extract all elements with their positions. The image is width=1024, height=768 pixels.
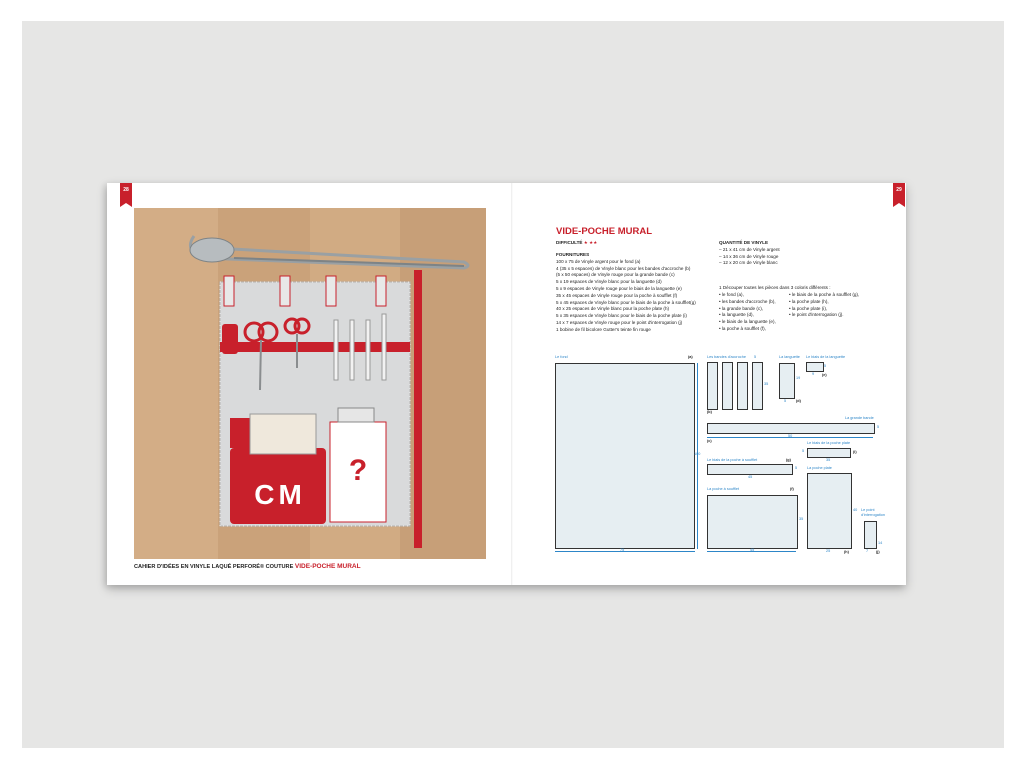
label-le-fond: Le fond bbox=[555, 355, 568, 359]
cutting-item: • le point d'interrogation (j). bbox=[789, 312, 844, 318]
cutting-item: • la poche à soufflet (f), bbox=[719, 325, 766, 331]
label-languette: La languette bbox=[779, 355, 800, 359]
piece-bande-2 bbox=[722, 362, 733, 410]
piece-biais-soufflet bbox=[707, 464, 793, 475]
supply-item: 5 x 35 espaces de Vinyle blanc pour le biais de la poche plate (i) bbox=[556, 313, 687, 319]
dim-b-width: 5 bbox=[754, 355, 757, 359]
piece-bande-3 bbox=[737, 362, 748, 410]
label-point-interrogation: Le point d'interrogation bbox=[861, 508, 885, 517]
dim-g-width: 45 bbox=[748, 475, 753, 479]
dim-g-height: 5 bbox=[795, 466, 798, 470]
svg-text:?: ? bbox=[348, 454, 368, 487]
cutting-item: • la poche plate (h), bbox=[789, 298, 829, 304]
label-poche-plate: La poche plate bbox=[807, 466, 832, 470]
cutting-list-col1 bbox=[719, 292, 776, 333]
tag-f: (f) bbox=[790, 487, 794, 491]
supply-item: 35 x 45 espaces de Vinyle rouge pour la poche à soufflet (f) bbox=[556, 292, 678, 298]
label-biais-languette: Le biais de la languette bbox=[806, 355, 846, 359]
cutting-item: • la grande bande (c), bbox=[719, 305, 763, 311]
svg-text:CM: CM bbox=[254, 479, 306, 510]
tag-i: (i) bbox=[853, 450, 857, 454]
dim-line-a-width bbox=[555, 551, 695, 552]
vide-poche-illustration bbox=[134, 208, 486, 559]
supply-item: 40 x 25 espaces de Vinyle blanc pour la poche plate (h) bbox=[556, 306, 670, 312]
label-grande-bande: La grande bande bbox=[845, 416, 874, 420]
dim-a-width: 75 bbox=[620, 548, 625, 552]
book-gutter bbox=[511, 183, 513, 585]
cutting-item: • le biais de la poche à soufflet (g), bbox=[789, 292, 860, 297]
dim-c-width: 50 bbox=[788, 434, 793, 438]
quantity-item: – 21 x 41 cm de Vinyle argent bbox=[719, 246, 780, 252]
dim-i-width: 35 bbox=[826, 458, 831, 462]
dim-i-height: 5 bbox=[802, 449, 805, 453]
dim-a-height: 100 bbox=[694, 452, 701, 456]
supply-item: 4 (35 x 5 espaces) de Vinyle blanc pour les bandes d'accroche (b) bbox=[556, 265, 691, 271]
footer-title: VIDE-POCHE MURAL bbox=[294, 563, 361, 570]
dim-j-width: 7 bbox=[866, 549, 869, 553]
piece-biais-languette bbox=[806, 362, 827, 372]
supply-item: (5 x 50 espaces) de Vinyle rouge pour la grande bande (c) bbox=[556, 272, 675, 278]
piece-point-interrogation bbox=[864, 521, 877, 549]
quantity-heading: QUANTITÉ DE VINYLE bbox=[719, 240, 769, 245]
label-biais-soufflet: Le biais de la poche à soufflet bbox=[707, 458, 758, 462]
difficulty-label: DIFFICULTÉ bbox=[556, 240, 583, 245]
tag-c: (c) bbox=[707, 439, 712, 443]
tag-a: (a) bbox=[688, 355, 693, 359]
page-title: VIDE-POCHE MURAL bbox=[556, 226, 653, 237]
dim-line-a-height bbox=[697, 363, 698, 549]
label-biais-poche-plate: Le biais de la poche plate bbox=[807, 441, 851, 445]
quantity-item: – 14 x 36 cm de Vinyle rouge bbox=[719, 253, 779, 259]
product-photo bbox=[134, 208, 486, 559]
label-bandes: Les bandes d'accroche bbox=[707, 355, 746, 359]
dim-b-height: 35 bbox=[764, 382, 769, 386]
supply-item: 5 x 45 espaces de Vinyle blanc pour le biais de la poche à soufflet(g) bbox=[556, 299, 696, 305]
page-number-tab-left: 28 bbox=[120, 183, 132, 203]
piece-grande-bande bbox=[707, 423, 875, 434]
dim-h-width: 25 bbox=[826, 549, 831, 553]
piece-le-fond bbox=[555, 363, 695, 549]
tag-h: (h) bbox=[844, 550, 849, 554]
quantity-list bbox=[719, 240, 780, 267]
dim-d-height: 19 bbox=[796, 376, 801, 380]
label-poche-soufflet: La poche à soufflet bbox=[707, 487, 740, 491]
dim-e-width: 9 bbox=[812, 372, 815, 376]
supply-item: 5 x 19 espaces de Vinyle blanc pour la languette (d) bbox=[556, 279, 662, 285]
footer-prefix: CAHIER D'IDÉES EN VINYLE LAQUÉ PERFORÉ® COUTURE bbox=[134, 564, 294, 570]
piece-poche-plate bbox=[807, 473, 852, 549]
piece-biais-poche-plate bbox=[807, 448, 851, 458]
dim-e-height: 5 bbox=[824, 364, 827, 368]
piece-poche-soufflet bbox=[707, 495, 798, 549]
supply-item: 1 bobine de fil bicolore Gutter's teinte fin rouge bbox=[556, 326, 651, 332]
difficulty-row bbox=[556, 240, 597, 247]
page-footer bbox=[134, 563, 361, 570]
tag-g: (g) bbox=[786, 458, 791, 462]
page-number-tab-right: 29 bbox=[893, 183, 905, 203]
dim-c-height: 5 bbox=[877, 425, 880, 429]
piece-bande-1 bbox=[707, 362, 718, 410]
dim-j-height: 14 bbox=[878, 541, 883, 545]
supplies-heading: FOURNITURES bbox=[556, 252, 590, 257]
quantity-item: – 12 x 20 cm de Vinyle blanc bbox=[719, 260, 778, 266]
difficulty-stars: ★ ★★ bbox=[583, 240, 598, 245]
supplies-list bbox=[556, 252, 696, 334]
cutting-item: • la poche plate (i), bbox=[789, 305, 828, 311]
dim-d-width: 5 bbox=[784, 399, 787, 403]
tag-e: (e) bbox=[822, 373, 827, 377]
supply-item: 5 x 9 espaces de Vinyle rouge pour le biais de la languette (e) bbox=[556, 285, 682, 291]
cutting-item: • le biais de la languette (e), bbox=[719, 319, 776, 325]
cutting-item: • la languette (d), bbox=[719, 312, 754, 318]
supply-item: 100 x 75 de Vinyle argent pour le fond (a) bbox=[556, 258, 641, 264]
cutting-item: • les bandes d'accroche (b), bbox=[719, 298, 776, 304]
piece-bande-4 bbox=[752, 362, 763, 410]
dim-f-width: 45 bbox=[750, 548, 755, 552]
tag-j: (j) bbox=[876, 550, 880, 554]
dim-h-height: 40 bbox=[853, 508, 858, 512]
cutting-item: • le fond (a), bbox=[719, 292, 744, 297]
dim-f-height: 35 bbox=[799, 517, 804, 521]
tag-b: (b) bbox=[707, 410, 712, 414]
cutting-heading: 1 Découper toutes les pièces dans 3 coloris différents : bbox=[719, 285, 831, 290]
cutting-list-col2 bbox=[789, 292, 859, 319]
piece-languette bbox=[779, 363, 795, 399]
supply-item: 14 x 7 espaces de Vinyle rouge pour le point d'interrogation (j) bbox=[556, 319, 683, 325]
tag-d: (d) bbox=[796, 399, 801, 403]
